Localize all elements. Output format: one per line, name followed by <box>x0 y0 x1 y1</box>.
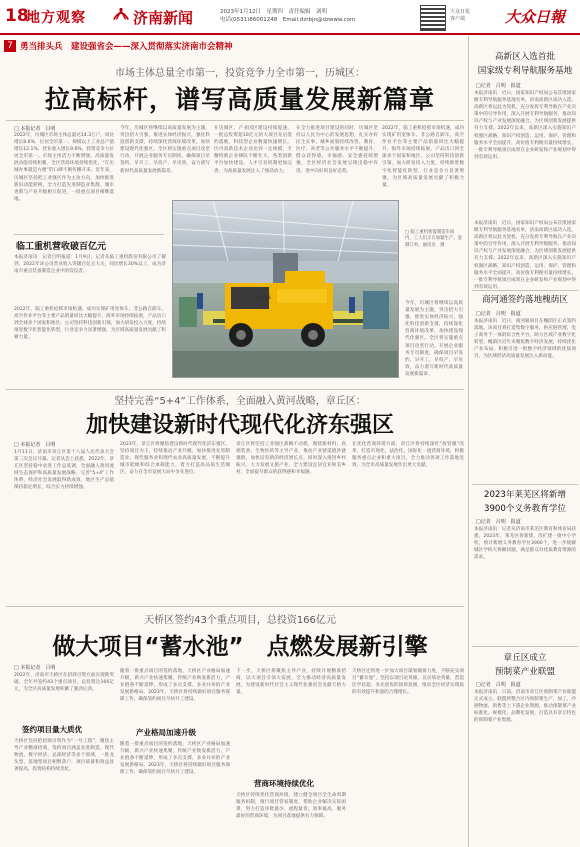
rule <box>6 606 464 607</box>
article3-body: 随着一批重点项目的签约落地，天桥区产业格局加速升级，新兴产业快速集聚，传统产业焕发新活力，产业链条不断延伸，形成了多点支撑、多业并举的产业发展新格局。2023年，天桥区将持续做好项目服务保障工作，确保签约项目尽快开工建设。 <box>120 742 230 776</box>
masthead-logo: 大众日報 <box>505 8 566 26</box>
qr-code-icon <box>420 5 446 31</box>
article3-headline: 做大项目“蓄水池” 点燃发展新引擎 <box>52 634 428 660</box>
sidebar-body: 本报济南讯 近日，商河通项目在槐荫区正式签约落地。该项目将打造集数字服务、供应链管理、电子商务于一体的综合性平台，助力区域产业数字化转型。槐荫区近年来聚焦数字经济发展，持续优化产业布局，积极引进一批数字经济领域的优质项目，为区域经济高质量发展注入新动能。 <box>474 319 576 360</box>
rule <box>6 120 464 121</box>
article1-headline: 拉高标杆，谱写高质量发展新篇章 <box>44 85 435 114</box>
qr-label: 大众日报 客户端 <box>450 9 471 22</box>
article3-body: 2022年，济南市天桥区在招商引资方面实现新突破，全年共签约43个重点项目，总投资达166亿元，为全区高质量发展积蓄了强劲后劲。 <box>14 673 114 693</box>
rule <box>472 646 578 647</box>
slogan-banner: 勇当排头兵 建设强省会——深入贯彻落实济南市会精神 <box>20 42 233 52</box>
rule <box>14 234 164 235</box>
sidebar-body: 本报济南讯 日前，济南市章丘区预制菜产业联盟正式成立。联盟将整合区内预制菜生产、加工、冷链物流、销售等上下游企业资源，推动预制菜产业标准化、规模化、品牌化发展，打造具有章丘特色的预制菜产业集群。 <box>474 690 576 724</box>
article2-body: 章丘区将坚持工业强区战略不动摇，围绕新材料、高端装备、生物医药等主导产业，推动产业链延链补链强链，加快培育新的经济增长点。同时深入推进乡村振兴，大力发展文旅产业，全力建设宜居宜业和美乡村，全面提升群众的获得感和幸福感。 <box>236 442 346 476</box>
article3-body: 天桥区坚持把招商引资作为“一号工程”，聚焦主导产业精准招商，签约项目涵盖先进制造、现代物流、数字经济、总部经济等多个领域，一批龙头型、基地型项目相继落户，项目质量和效益显著提高，投资结构持续优化。 <box>14 739 114 773</box>
article3-byline: □ 本报记者 吕明 <box>14 665 56 671</box>
article3-body: 随着一批重点项目的签约落地，天桥区产业格局加速升级，新兴产业快速集聚，传统产业焕发新活力，产业链条不断延伸，形成了多点支撑、多业并举的产业发展新格局。2023年，天桥区将持续做好项目服务保障工作，确保签约项目尽快开工建设。 <box>120 669 230 703</box>
article3-body: 下一步，天桥区将聚焦主导产业，持续开展精准招商，以大项目引领大发展，全力推动经济高质量发展，为建设新时代社会主义现代化强省会贡献天桥力量。 <box>236 669 346 696</box>
article1-body: 2022年，临工重机抢抓市场机遇，成功实现矿用宽体车、非公路自卸车、高空作业平台等主要产品销量同比大幅提升，海外市场持续拓展，产品出口到全球多个国家和地区。公司坚持科技创新引领，加大研发投入力度，持续推进数字化智能化转型，行业竞争力显著增强，为区域高质量发展贡献了积极力量。 <box>14 307 166 341</box>
sidebar-body: 本报济南讯 近日，国家知识产权局公布首批国家级专利导航服务基地名单，济南高新区成功入选。高新区将以此为契机，充分发挥专利导航在产业决策中的引导作用，深入开展专利导航服务，推动知识产权与产业发展深度融合，为区域创新发展提供有力支撑。2022年以来，高新区深入实施知识产权强区战略，知识产权创造、运用、保护、管理和服务水平全面提升，高价值专利拥有量持续增长，一批专利导航项目成果在企业研发和产业规划中得到有效运用。 <box>474 91 576 160</box>
article1-body: 今年，历城区将继续以高质量发展为主题，突出招大引强，推进实体经济振兴，强化科技创新支撑，持续深化营商环境改革，加快建设现代化强区。全区将实施重点项目攻坚行动，开展企业服务专员制度，确保项目早签约、早开工、早投产、早见效，奋力谱写新时代高质量发展新篇章。 <box>405 301 463 377</box>
article2-body: 2023年，章丘区将聚焦建设新时代现代化济东强区，坚持项目为王，持续推动产业升级，加快推进先进制造业、现代服务业和现代农业高质量发展，不断提升城市能级和综合承载能力，着力打造高品质生活城区，奋力在全市发展大局中争先进位。 <box>120 442 230 476</box>
column-divider <box>468 36 469 847</box>
header-rule <box>0 33 580 35</box>
sidebar-title: 商河通签约落地槐荫区 <box>482 295 568 305</box>
article2-body: 在优化营商环境方面，章丘区将持续深化“放管服”改革，打造市场化、法治化、国际化一流营商环境，积极服务重点企业和重大项目，全力推动各项工作落地见效，为全市高质量发展作出更大贡献。 <box>352 442 464 469</box>
slogan-tag-icon: 7 <box>4 40 16 52</box>
sidebar-title: 高新区入选首批 国家级专利导航服务基地 <box>477 52 573 76</box>
sidebar-title: 2023年莱芜区将新增 3900个义务教育学位 <box>483 490 567 514</box>
sidebar-byline: □记者 吕明 报道 <box>476 311 521 317</box>
sidebar-byline: □记者 吕明 报道 <box>476 83 521 89</box>
article1-subhead: 临工重机营收破百亿元 <box>16 242 107 252</box>
sidebar-byline: □记者 吕明 报道 <box>476 519 521 525</box>
factory-photo <box>172 200 399 378</box>
article3-subhead: 签约项目量大质优 <box>22 725 82 734</box>
article2-kicker: 坚持完善“5+4”工作体系，全面融入黄河战略，章丘区： <box>114 396 366 407</box>
contact-line: 电话(0531)86001248 Email:dzrbjn@dzwww.com <box>220 17 356 23</box>
article1-body: 在历城区，产业园区建设持续提速，一批总投资超10亿元的大项目先后签约落地，科技型企业数量快速增长。区内高新技术企业达到一定规模，专精特新企业梯队不断壮大，各类创新平台加快建设，人才引育机制更加完善，为高质量发展注入了强劲动力。 <box>214 126 292 174</box>
column-title: 济南新闻 <box>133 9 194 27</box>
page-number: 18 <box>5 6 29 26</box>
article1-body: 2022年，临工重机抢抓市场机遇，成功实现矿用宽体车、非公路自卸车、高空作业平台等主要产品销量同比大幅提升，海外市场持续拓展，产品出口到全球多个国家和地区。公司坚持科技创新引领，加大研发投入力度，持续推进数字化智能化转型，行业竞争力显著增强，为区域高质量发展贡献了积极力量。 <box>382 126 464 188</box>
rule <box>6 389 464 390</box>
article1-byline: □ 本报记者 吕明 <box>14 126 56 132</box>
sidebar-byline: □记者 吕明 报道 <box>476 682 521 688</box>
sidebar-body: 本报济南讯 记者从济南市莱芜区教育和体育局获悉，2023年，莱芜区将新建、改扩建一批中小学校，预计新增义务教育学位3900个，进一步缓解城区学校大班额问题，满足群众对优质教育资源的需求。 <box>474 527 576 561</box>
article2-body: 1月11日，济南市章丘区第十八届人民代表大会第三次会议开幕。记者从会上获悉，2022年，章丘区坚持稳中求进工作总基调，全面融入黄河流域生态保护和高质量发展战略，完善“5+4”工作体系，经济社会发展取得新成效，地区生产总值保持稳定增长，综合实力持续增强。 <box>14 450 114 491</box>
article3-subhead: 营商环境持续优化 <box>254 779 314 788</box>
issue-date-line: 2023年1月12日 星期四 责任编辑 刘明 <box>220 9 327 15</box>
quancheng-logo-icon <box>112 5 130 23</box>
sidebar-title: 章丘区成立 预制菜产业联盟 <box>494 653 556 677</box>
article1-body: 在全力推进项目建设的同时，历城区坚持以人民为中心的发展思想，扎实办好民生实事，城乡面貌持续改善，教育、医疗、养老等公共服务水平不断提升，群众获得感、幸福感、安全感持续增强，全区经济社会发展呈现出稳中有进、进中向好的良好态势。 <box>296 126 378 174</box>
article3-subhead: 产业格局加速升级 <box>136 728 196 737</box>
article2-byline: □ 本报记者 吕明 <box>14 442 56 448</box>
article1-kicker: 市场主体总量全市第一，投资竞争力全市第一，历城区： <box>115 68 365 79</box>
article1-body: 2022年，历城区市场主体总量达14.3万户，同比增长8.6%，位居全市第一，规模以上工业总产值增长12.1%，营业收入增长9.6%，投资竞争力位居全市第一。市场主体活力不断增强，高质量发展动能持续积蓄，全区营商环境持续优化，“在历城办事就是方便”的口碑不断传播开来。近年来，历城区坚持把工业强区作为主攻方向，加快推进新旧动能转换，全力打造先进制造业集群，城市更新与产业升级相互促进，一批重点项目相继落地。 <box>14 133 115 202</box>
rule <box>472 290 578 291</box>
photo-caption: □ 临工重机智能制造车间内，工人们正在加紧生产，赶制订单。通讯员 摄 <box>405 230 463 248</box>
factory-floor-image <box>173 201 398 377</box>
rule <box>472 484 578 485</box>
article3-body: 天桥区还将进一步加大项目谋划储备力度，不断充实项目“蓄水池”，坚持以项目论英雄，以实绩论英雄，营造比学赶超、争先创优的浓厚氛围，推动全区经济实现质的有效提升和量的合理增长。 <box>352 669 464 696</box>
article3-body: 天桥区持续优化营商环境，建立健全项目全生命周期服务机制，推行项目管家制度，帮助企业解决实际困难，努力打造审批最少、流程最优、效率最高、服务最好的营商环境，为项目落地提供有力保障。 <box>236 793 346 820</box>
section-name: 地方观察 <box>26 10 86 26</box>
article1-body: 今年，历城区将继续以高质量发展为主题，突出招大引强，推进实体经济振兴，强化科技创新支撑，持续深化营商环境改革，加快建设现代化强区。全区将实施重点项目攻坚行动，开展企业服务专员制度，确保项目早签约、早开工、早投产、早见效，奋力谱写新时代高质量发展新篇章。 <box>120 126 210 174</box>
svg-text:LGMG: LGMG <box>253 294 271 301</box>
article2-headline: 加快建设新时代现代化济东强区 <box>85 413 394 438</box>
article3-kicker: 天桥区签约43个重点项目，总投资166亿元 <box>144 615 336 626</box>
article1-body: 本报济南讯 记者吕明报道：1月9日，记者从临工重机股份有限公司了解到，2022年该公司营业收入突破百亿元大关，同比增长30%以上，成为济南市重点装备制造企业中的佼佼者。 <box>14 255 166 275</box>
sidebar-body: 本报济南讯 近日，国家知识产权局公布首批国家级专利导航服务基地名单，济南高新区成功入选。高新区将以此为契机，充分发挥专利导航在产业决策中的引导作用，深入开展专利导航服务，推动知识产权与产业发展深度融合，为区域创新发展提供有力支撑。2022年以来，高新区深入实施知识产权强区战略，知识产权创造、运用、保护、管理和服务水平全面提升，高价值专利拥有量持续增长，一批专利导航项目成果在企业研发和产业规划中得到有效运用。 <box>474 221 576 290</box>
